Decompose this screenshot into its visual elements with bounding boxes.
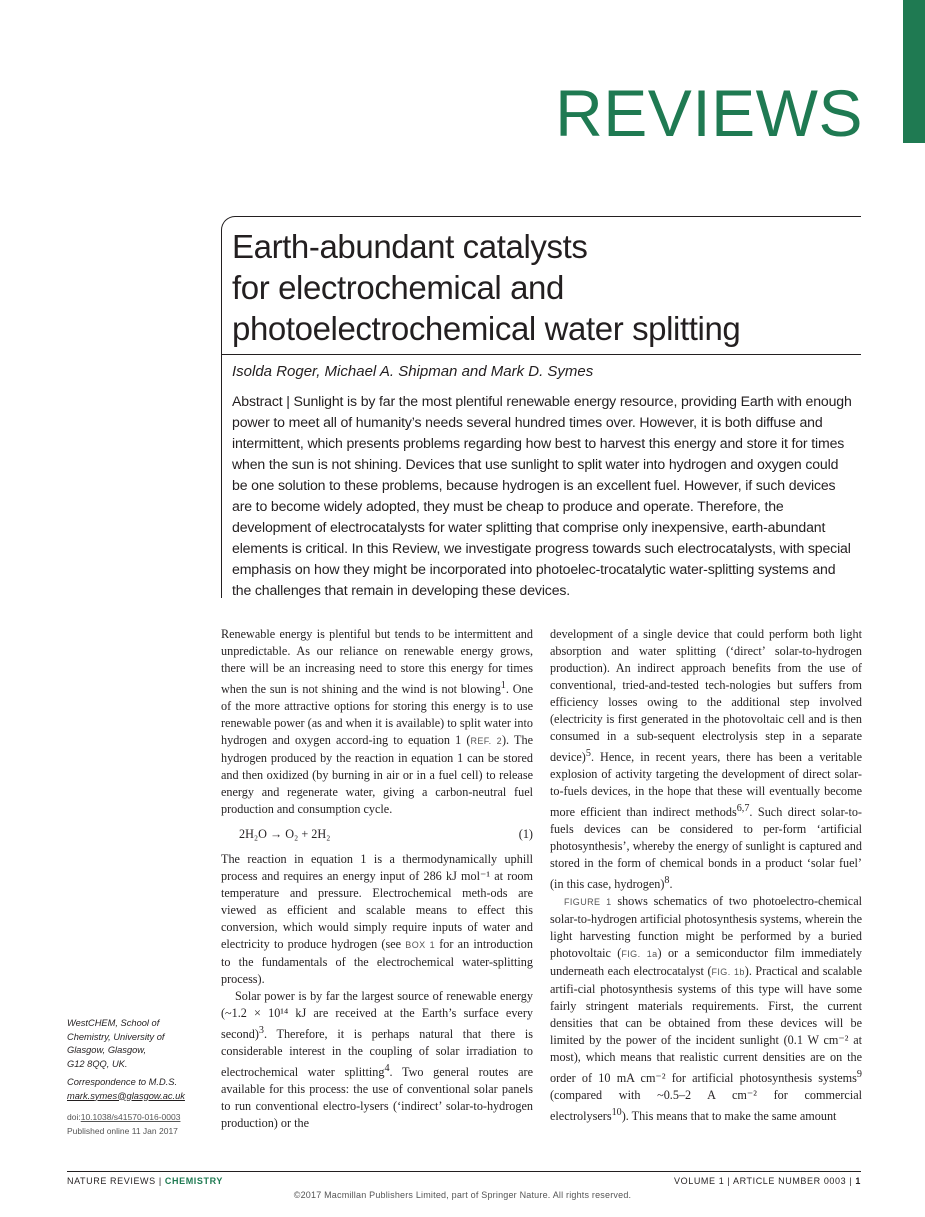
affiliation-sidebar bbox=[67, 1017, 207, 1138]
section-heading: REVIEWS bbox=[555, 76, 863, 150]
paragraph-4: FIGURE 1 shows schematics of two photoelectro-chemical solar-to-hydrogen artificial photosynthesis systems, wherein the light harvesting function might be performed by a buried photovoltaic (FIG. 1a) or a semiconductor film immediately underneath each electrocatalyst (FIG. 1b). Practical and scalable artifi-cial photosynthesis systems of this type will have some fairly stringent materials requirements. First, the current densities that can be obtained from these devices will be limited by the power of the incident sunlight (0.1 W cm⁻² at most), which means that realistic current densities are on the order of 10 mA cm⁻² for artificial photosynthesis systems$^9$ (compared with ~0.5–2 A cm⁻² for commercial electrolysers$^{10}$). This means that to make the same amount bbox=[550, 894, 863, 1124]
author-list: Isolda Roger, Michael A. Shipman and Mark D. Symes bbox=[232, 363, 594, 380]
paragraph-2: The reaction in equation 1 is a thermodynamically uphill process and requires an energy input of 286 kJ mol⁻¹ at room temperature and pressure. Electrochemical meth-ods are viewed as efficient and scalable means to effect this conversion, which would simply require inputs of water and electricity to produce hydrogen (see BOX 1 for an introduction to the fundamentals of the electrochemical water-splitting process). bbox=[221, 852, 533, 987]
footer-volume: VOLUME 1 | ARTICLE NUMBER 0003 | 1 bbox=[674, 1176, 861, 1186]
affiliation-line: Glasgow, Glasgow, bbox=[67, 1045, 147, 1055]
box-link[interactable]: BOX 1 bbox=[405, 940, 435, 951]
citation-ref[interactable]: 9 bbox=[856, 1069, 862, 1081]
citation-ref[interactable]: 1 bbox=[500, 680, 506, 691]
title-line-2: for electrochemical and bbox=[232, 269, 564, 306]
abstract bbox=[232, 391, 857, 601]
correspondence-email-link[interactable]: mark.symes@glasgow.ac.uk bbox=[67, 1090, 185, 1101]
body-column-left bbox=[221, 626, 533, 1132]
citation-ref[interactable]: 8 bbox=[664, 875, 670, 887]
title-divider bbox=[222, 354, 861, 355]
section-color-tab bbox=[903, 0, 925, 143]
footer-journal-section: CHEMISTRY bbox=[164, 1176, 223, 1186]
correspondence-label: Correspondence to M.D.S. bbox=[67, 1077, 178, 1087]
abstract-label: Abstract | bbox=[232, 393, 294, 409]
figure-link[interactable]: FIGURE 1 bbox=[564, 897, 612, 908]
article-title bbox=[232, 226, 857, 349]
copyright-notice: ©2017 Macmillan Publishers Limited, part of Springer Nature. All rights reserved. bbox=[293, 1190, 632, 1200]
affiliation-line: Chemistry, University of bbox=[67, 1031, 165, 1042]
paragraph-1: Renewable energy is plentiful but tends to be intermittent and unpredictable. As our reliance on renewable energy grows, there will be an increasing need to store this energy for times when the sun is not shining and the wind is not blowing$^1$. One of the more attractive options for storing this energy is to use renewable power (as and when it is available) to split water into hydrogen and oxygen accord-ing to equation 1 (REF. 2). The hydrogen produced by the reaction in equation 1 can be stored and then oxidized (by burning in air or in a fuel cell) to release energy and regenerate water, giving a carbon-neutral fuel production and consumption cycle. bbox=[221, 627, 533, 817]
citation-ref[interactable]: 4 bbox=[384, 1063, 390, 1075]
equation-formula: 2H₂O → O₂ + 2H₂ bbox=[239, 827, 331, 842]
citation-ref[interactable]: 10 bbox=[611, 1107, 622, 1119]
equation-1 bbox=[239, 826, 533, 843]
title-line-1: Earth-abundant catalysts bbox=[232, 228, 588, 265]
footer-journal: NATURE REVIEWS | CHEMISTRY bbox=[67, 1176, 223, 1186]
citation-ref[interactable]: 5 bbox=[585, 748, 591, 759]
figure-link[interactable]: FIG. 1a bbox=[621, 949, 658, 960]
citation-ref[interactable]: 3 bbox=[258, 1025, 264, 1037]
page-number: 1 bbox=[855, 1176, 861, 1186]
published-date: Published online 11 Jan 2017 bbox=[67, 1125, 178, 1136]
reference-link[interactable]: REF. 2 bbox=[470, 736, 502, 747]
doi-link[interactable]: 10.1038/s41570-016-0003 bbox=[80, 1112, 181, 1122]
abstract-text: Sunlight is by far the most plentiful renewable energy resource, providing Earth with enough power to meet all of humanity’s needs several hundred times over. However, it is both diffuse and intermittent, which presents problems regarding how best to harvest this energy and store it for times when the sun is not shining. Devices that use sunlight to split water into hydrogen and oxygen could be one solution to these problems, because hydrogen is an excellent fuel. However, if such devices are to become widely adopted, they must be cheap to produce and operate. Therefore, the development of electrocatalysts for water splitting that comprise only inexpensive, earth-abundant elements is critical. In this Review, we investigate progress towards such electrocatalysts, with special emphasis on how they might be incorporated into photoelec-trocatalytic water-splitting systems and the challenges that remain in developing these devices. bbox=[232, 393, 852, 598]
affiliation-line: G12 8QQ, UK. bbox=[67, 1058, 128, 1069]
equation-number: (1) bbox=[518, 827, 533, 842]
citation-ref[interactable]: 6,7 bbox=[736, 803, 750, 815]
paragraph-3: Solar power is by far the largest source of renewable energy (~1.2 × 10¹⁴ kJ are received at the Earth’s surface every second)$^3$. Therefore, it is perhaps natural that there is considerable interest in the coupling of solar irradiation to electrochemical water splitting$^4$. Two general routes are available for this process: the use of conventional solar panels to run conventional electro-lysers (‘indirect’ solar-to-hydrogen production) or the bbox=[221, 989, 533, 1131]
figure-link[interactable]: FIG. 1b bbox=[711, 967, 745, 978]
footer-divider bbox=[67, 1171, 861, 1172]
title-line-3: photoelectrochemical water splitting bbox=[232, 310, 741, 347]
doi: doi:10.1038/s41570-016-0003 bbox=[67, 1112, 181, 1122]
body-column-right bbox=[550, 626, 862, 1125]
paragraph-3-continued: development of a single device that could perform both light absorption and water splitting (‘direct’ solar-to-hydrogen production). An indirect approach benefits from the use of conventional, tried-and-tested tech-nologies but suffers from efficiency losses owing to the additional step involved (electricity is first generated in the photovoltaic cell and is then consumed in a sub-sequent electrolysis step in a separate device)$^5$. Hence, in recent years, there has been a veritable explosion of activity targeting the development of direct solar-to-fuels devices, in the hope that these will eventually become more efficient than indirect methods$^{6,7}$. Such direct solar-to-fuels devices can be considered to per-form ‘artificial photosynthesis’, whereby the energy of sunlight is captured and stored in the form of chemical bonds in a product ‘solar fuel’ (in this case, hydrogen)$^8$. bbox=[550, 627, 862, 892]
affiliation-line: WestCHEM, School of bbox=[67, 1018, 160, 1028]
